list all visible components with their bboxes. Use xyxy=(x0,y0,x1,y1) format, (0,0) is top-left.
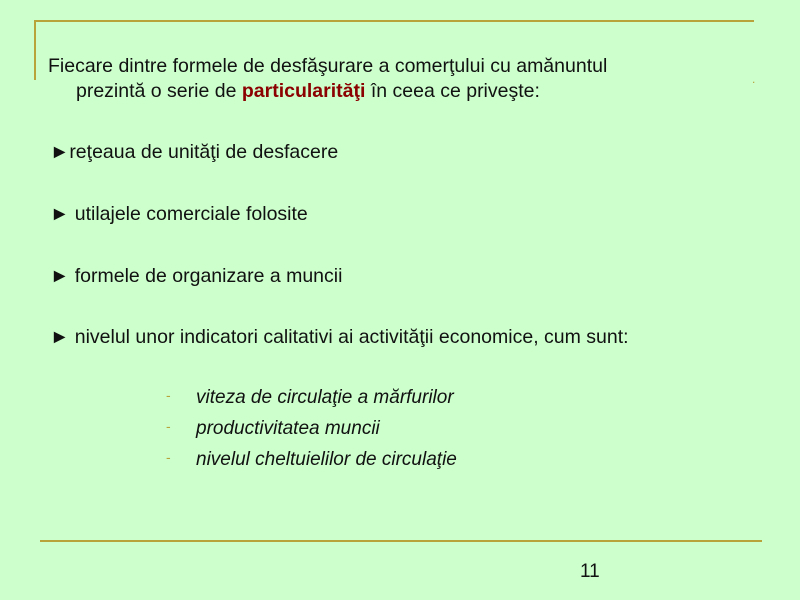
sub-list-item xyxy=(166,449,457,480)
dash-icon: - xyxy=(166,387,171,403)
dash-icon: - xyxy=(166,449,171,465)
sub-list-item xyxy=(166,418,457,449)
intro-paragraph xyxy=(48,54,748,104)
bullet-item xyxy=(50,265,342,288)
intro-line2-before: prezintă o serie de xyxy=(76,80,242,102)
sub-item-text: nivelul cheltuielilor de circulaţie xyxy=(196,449,457,470)
sub-list-item xyxy=(166,387,457,418)
intro-highlight: particularităţi xyxy=(241,80,366,102)
arrow-bullet-icon: ► xyxy=(50,203,70,225)
page-number: 11 xyxy=(580,561,600,582)
footer-line xyxy=(40,540,762,542)
sub-item-text: viteza de circulaţie a mărfurilor xyxy=(196,387,454,408)
bullet-text: utilajele comerciale folosite xyxy=(69,203,308,225)
bullet-text: formele de organizare a muncii xyxy=(69,265,343,287)
intro-line1: Fiecare dintre formele de desfăşurare a comerţului cu amănuntul xyxy=(48,55,608,77)
corner-mark: . xyxy=(752,72,756,86)
intro-line2 xyxy=(48,79,748,104)
intro-line2-after: în ceea ce priveşte: xyxy=(365,80,540,102)
bullet-item xyxy=(50,326,629,349)
sub-list xyxy=(166,387,457,480)
bullet-text: nivelul unor indicatori calitativi ai activităţii economice, cum sunt: xyxy=(69,326,629,348)
sub-item-text: productivitatea muncii xyxy=(196,418,380,439)
frame-top-line xyxy=(34,20,754,22)
frame-left-line xyxy=(34,20,36,80)
bullet-item xyxy=(50,203,308,226)
arrow-bullet-icon: ► xyxy=(50,326,70,348)
arrow-bullet-icon: ► xyxy=(50,265,70,287)
dash-icon: - xyxy=(166,418,171,434)
bullet-item xyxy=(50,141,338,164)
bullet-text: reţeaua de unităţi de desfacere xyxy=(69,141,339,163)
arrow-bullet-icon: ► xyxy=(50,141,70,163)
